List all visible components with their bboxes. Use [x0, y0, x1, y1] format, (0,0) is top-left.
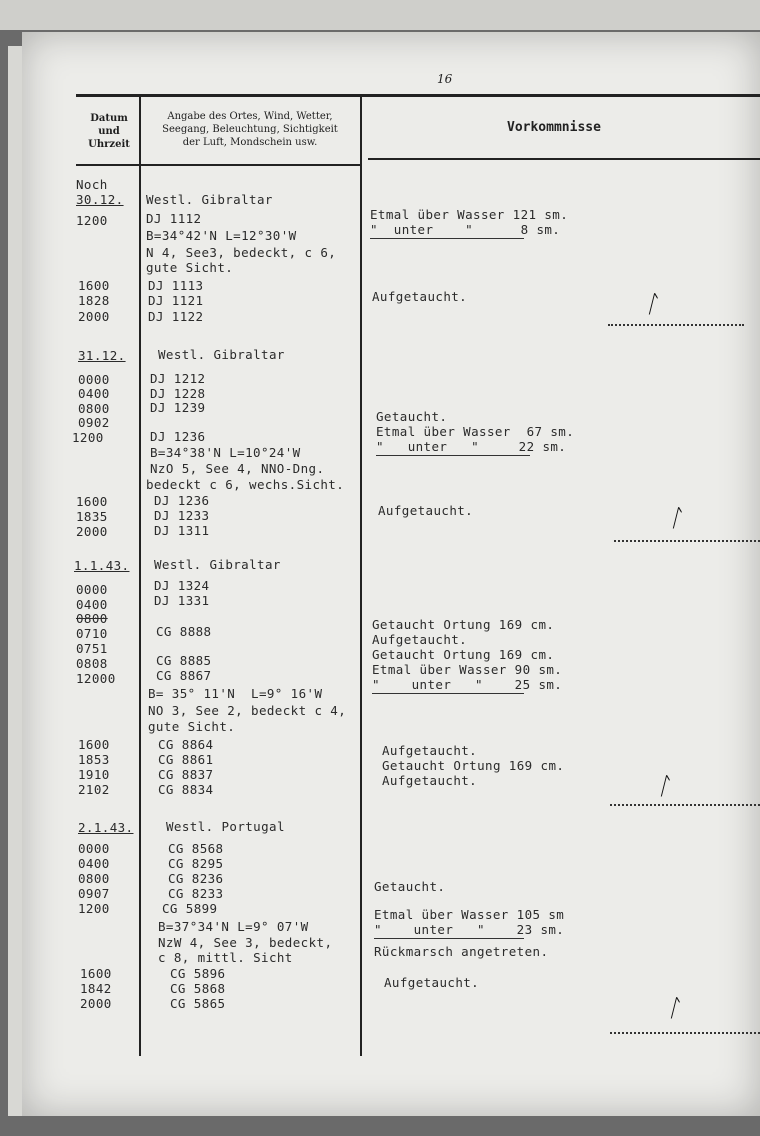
- time-entry: 0400: [76, 597, 108, 612]
- signature-line: [610, 1032, 760, 1034]
- place-entry: B=34°42'N L=12°30'W: [146, 228, 297, 243]
- event-entry: Aufgetaucht.: [372, 289, 468, 304]
- place-entry: Westl. Gibraltar: [146, 192, 273, 207]
- time-entry: Noch: [76, 177, 108, 192]
- event-entry: " unter " 23 sm.: [374, 922, 565, 937]
- time-entry: 0751: [76, 641, 108, 656]
- time-entry: 0400: [78, 856, 110, 871]
- time-entry: 1200: [78, 901, 110, 916]
- place-entry: DJ 1233: [154, 508, 210, 523]
- time-entry: 0000: [78, 372, 110, 387]
- header-vorkommnisse: Vorkommnisse: [507, 120, 601, 135]
- header-bottom-rule-1: [76, 164, 360, 166]
- place-entry: gute Sicht.: [148, 719, 236, 734]
- place-entry: DJ 1112: [146, 211, 202, 226]
- date-entry: 1.1.43.: [74, 558, 130, 573]
- background-page-top: [0, 0, 760, 30]
- time-entry: 2000: [78, 309, 110, 324]
- time-entry: 1853: [78, 752, 110, 767]
- place-entry: CG 5899: [162, 901, 218, 916]
- signature: ᛚ: [644, 290, 658, 318]
- time-entry: 1200: [72, 430, 104, 445]
- event-entry: Etmal über Wasser 67 sm.: [376, 424, 575, 439]
- signature-line: [608, 324, 744, 326]
- event-entry: " unter " 8 sm.: [370, 222, 561, 237]
- event-entry: Aufgetaucht.: [372, 632, 468, 647]
- place-entry: DJ 1113: [148, 278, 204, 293]
- etmal-underline: [374, 938, 524, 939]
- time-entry: 1600: [78, 278, 110, 293]
- time-entry: 1600: [80, 966, 112, 981]
- place-entry: DJ 1331: [154, 593, 210, 608]
- place-entry: Westl. Gibraltar: [154, 557, 281, 572]
- place-entry: Westl. Portugal: [166, 819, 285, 834]
- time-entry: 2000: [76, 524, 108, 539]
- place-entry: B=34°38'N L=10°24'W: [150, 445, 301, 460]
- time-entry: 0710: [76, 626, 108, 641]
- etmal-underline: [370, 238, 524, 239]
- event-entry: " unter " 22 sm.: [376, 439, 567, 454]
- event-entry: Aufgetaucht.: [382, 743, 478, 758]
- etmal-underline: [376, 455, 530, 456]
- place-entry: NzO 5, See 4, NNO-Dng.: [150, 461, 325, 476]
- time-entry: 1200: [76, 213, 108, 228]
- place-entry: DJ 1236: [150, 429, 206, 444]
- time-entry: 0400: [78, 386, 110, 401]
- place-entry: CG 8834: [158, 782, 214, 797]
- place-entry: c 8, mittl. Sicht: [158, 950, 293, 965]
- time-entry: 1910: [78, 767, 110, 782]
- place-entry: DJ 1311: [154, 523, 210, 538]
- time-entry: 1600: [76, 494, 108, 509]
- place-entry: CG 8568: [168, 841, 224, 856]
- place-entry: DJ 1236: [154, 493, 210, 508]
- time-entry: 12000: [76, 671, 116, 686]
- place-entry: CG 5865: [170, 996, 226, 1011]
- time-entry: 1835: [76, 509, 108, 524]
- logbook-page: [22, 32, 760, 1116]
- place-entry: CG 8864: [158, 737, 214, 752]
- time-entry: 1600: [78, 737, 110, 752]
- place-entry: CG 8837: [158, 767, 214, 782]
- time-entry: 1828: [78, 293, 110, 308]
- event-entry: Rückmarsch angetreten.: [374, 944, 549, 959]
- date-entry: 30.12.: [76, 192, 124, 207]
- time-entry: 0800: [78, 871, 110, 886]
- place-entry: B=37°34'N L=9° 07'W: [158, 919, 309, 934]
- time-entry: 0808: [76, 656, 108, 671]
- header-bottom-rule-2: [368, 158, 760, 160]
- time-entry: 0800: [78, 401, 110, 416]
- place-entry: CG 5896: [170, 966, 226, 981]
- time-entry: 0000: [76, 582, 108, 597]
- event-entry: Etmal über Wasser 105 sm: [374, 907, 565, 922]
- place-entry: DJ 1122: [148, 309, 204, 324]
- signature: ᛚ: [666, 994, 680, 1022]
- place-entry: Westl. Gibraltar: [158, 347, 285, 362]
- signature-line: [614, 540, 760, 542]
- event-entry: Aufgetaucht.: [384, 975, 480, 990]
- time-entry: 2000: [80, 996, 112, 1011]
- place-entry: CG 8233: [168, 886, 224, 901]
- event-entry: Aufgetaucht.: [382, 773, 478, 788]
- header-datum: Datum und Uhrzeit: [88, 113, 130, 150]
- event-entry: Getaucht Ortung 169 cm.: [382, 758, 565, 773]
- column-divider-1: [139, 96, 141, 1056]
- place-entry: DJ 1324: [154, 578, 210, 593]
- event-entry: Getaucht.: [374, 879, 446, 894]
- place-entry: CG 8236: [168, 871, 224, 886]
- place-entry: NzW 4, See 3, bedeckt,: [158, 935, 333, 950]
- place-entry: CG 8861: [158, 752, 214, 767]
- time-entry: 0907: [78, 886, 110, 901]
- time-entry: 0000: [78, 841, 110, 856]
- place-entry: CG 8867: [156, 668, 212, 683]
- event-entry: Etmal über Wasser 90 sm.: [372, 662, 563, 677]
- date-entry: 31.12.: [78, 348, 126, 363]
- signature-line: [610, 804, 760, 806]
- column-divider-2: [360, 96, 362, 1056]
- etmal-underline: [372, 693, 524, 694]
- place-entry: N 4, See3, bedeckt, c 6,: [146, 245, 337, 260]
- place-entry: gute Sicht.: [146, 260, 234, 275]
- place-entry: DJ 1239: [150, 400, 206, 415]
- place-entry: DJ 1121: [148, 293, 204, 308]
- place-entry: bedeckt c 6, wechs.Sicht.: [146, 477, 345, 492]
- header-top-rule: [76, 94, 760, 97]
- place-entry: B= 35° 11'N L=9° 16'W: [148, 686, 323, 701]
- signature: ᛚ: [656, 772, 670, 800]
- signature: ᛚ: [668, 504, 682, 532]
- place-entry: CG 8885: [156, 653, 212, 668]
- header-ort: Angabe des Ortes, Wind, Wetter, Seegang, Beleuchtung, Sichtigkeit der Luft, Mondschein usw.: [162, 111, 338, 148]
- time-entry: 1842: [80, 981, 112, 996]
- time-entry: 0800: [76, 611, 108, 626]
- place-entry: CG 8888: [156, 624, 212, 639]
- time-entry: 2102: [78, 782, 110, 797]
- time-entry: 0902: [78, 415, 110, 430]
- place-entry: DJ 1228: [150, 386, 206, 401]
- event-entry: Etmal über Wasser 121 sm.: [370, 207, 569, 222]
- place-entry: CG 8295: [168, 856, 224, 871]
- event-entry: Getaucht Ortung 169 cm.: [372, 617, 555, 632]
- event-entry: Getaucht Ortung 169 cm.: [372, 647, 555, 662]
- event-entry: Getaucht.: [376, 409, 448, 424]
- date-entry: 2.1.43.: [78, 820, 134, 835]
- place-entry: NO 3, See 2, bedeckt c 4,: [148, 703, 347, 718]
- place-entry: CG 5868: [170, 981, 226, 996]
- place-entry: DJ 1212: [150, 371, 206, 386]
- event-entry: " unter " 25 sm.: [372, 677, 563, 692]
- page-number: 16: [437, 72, 453, 86]
- event-entry: Aufgetaucht.: [378, 503, 474, 518]
